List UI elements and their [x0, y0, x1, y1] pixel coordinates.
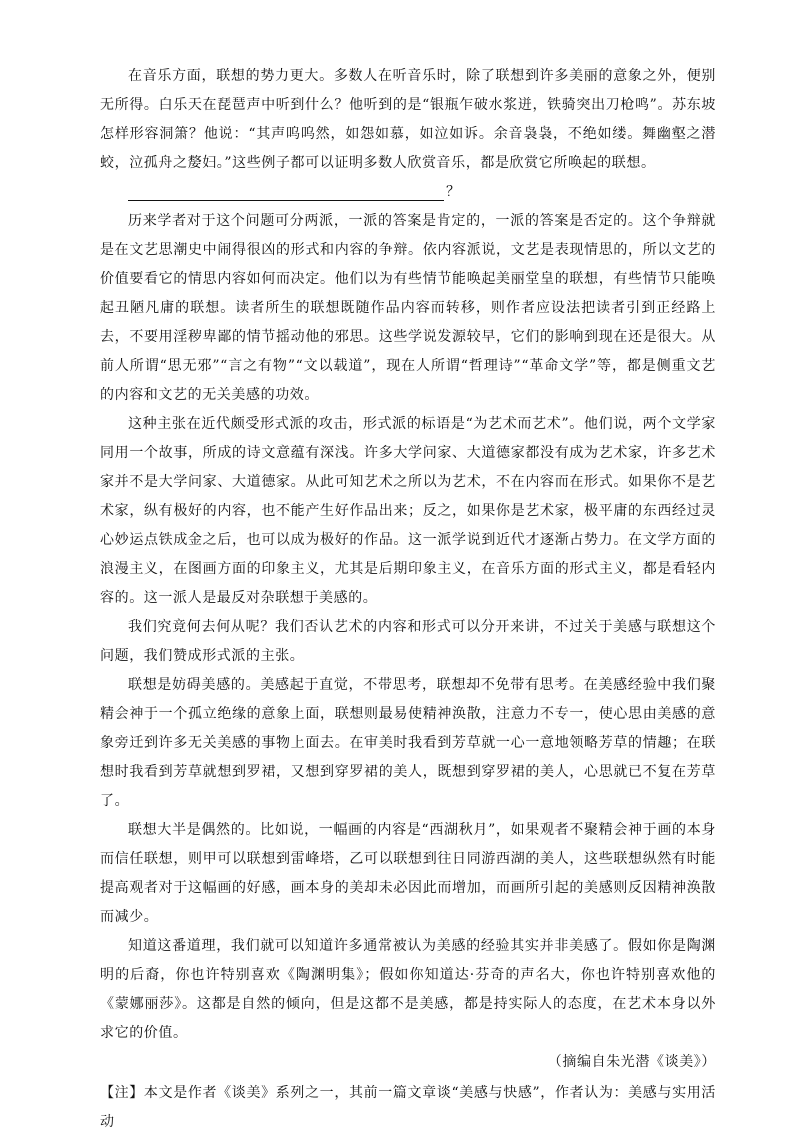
document-page — [100, 62, 716, 1137]
paragraph-our-position: 我们究竟何去何从呢？我们否认艺术的内容和形式可以分开来讲，不过关于美感与联想这个问题，我们赞成形式派的主张。 — [100, 619, 716, 664]
answer-blank-line[interactable] — [128, 180, 444, 201]
paragraph-music-association: 在音乐方面，联想的势力更大。多数人在听音乐时，除了联想到许多美丽的意象之外，便别无所得。白乐天在琵琶声中听到什么？他听到的是“银瓶乍破水浆迸，铁骑突出刀枪鸣”。苏东坡怎样形容洞箫？他说：“其声呜呜然，如怨如慕，如泣如诉。余音袅袅，不绝如缕。舞幽壑之潜蛟，泣孤舟之嫠妇。”这些例子都可以证明多数人欣赏音乐，都是欣赏它所唤起的联想。 — [100, 68, 716, 171]
footnote: 【注】本文是作者《谈美》系列之一，其前一篇文章谈“美感与快感”，作者认为：美感与实用活动 — [100, 1085, 716, 1130]
fill-in-blank-question — [100, 178, 716, 207]
paragraph-conclusion: 知道这番道理，我们就可以知道许多通常被认为美感的经验其实并非美感了。假如你是陶渊明的后裔，你也许特别喜欢《陶渊明集》；假如你知道达·芬奇的声名大，你也许特别喜欢他的《蒙娜丽莎》。这都是自然的倾向，但是这都不是美感，都是持实际人的态度，在艺术本身以外求它的价值。 — [100, 938, 716, 1041]
paragraph-form-school: 这种主张在近代颇受形式派的攻击，形式派的标语是“为艺术而艺术”。他们说，两个文学家同用一个故事，所成的诗文意蕴有深浅。许多大学问家、大道德家都没有成为艺术家，许多艺术家并不是大学问家、大道德家。从此可知艺术之所以为艺术，不在内容而在形式。如果你不是艺术家，纵有极好的内容，也不能产生好作品出来；反之，如果你是艺术家，极平庸的东西经过灵心妙运点铁成金之后，也可以成为极好的作品。这一派学说到近代才逐渐占势力。在文学方面的浪漫主义，在图画方面的印象主义，尤其是后期印象主义，在音乐方面的形式主义，都是看轻内容的。这一派人是最反对杂联想于美感的。 — [100, 416, 716, 606]
paragraph-association-accidental: 联想大半是偶然的。比如说，一幅画的内容是“西湖秋月”，如果观者不聚精会神于画的本身而信任联想，则甲可以联想到雷峰塔，乙可以联想到往日同游西湖的美人，这些联想纵然有时能提高观者对于这幅画的好感，画本身的美却未必因此而增加，而画所引起的美感则反因精神涣散而减少。 — [100, 822, 716, 925]
source-citation: （摘编自朱光潜《谈美》） — [547, 1054, 716, 1070]
question-mark: ？ — [446, 184, 461, 200]
paragraph-association-hinders: 联想是妨碍美感的。美感起于直觉，不带思考，联想却不免带有思考。在美感经验中我们聚精会神于一个孤立绝缘的意象上面，联想则最易使精神涣散，注意力不专一，使心思由美感的意象旁迁到许多无关美感的事物上面去。在审美时我看到芳草就一心一意地领略芳草的情趣；在联想时我看到芳草就想到罗裙，又想到穿罗裙的美人，既想到穿罗裙的美人，心思就已不复在芳草了。 — [100, 677, 716, 809]
paragraph-content-school: 历来学者对于这个问题可分两派，一派的答案是肯定的，一派的答案是否定的。这个争辩就是在文艺思潮史中闹得很凶的形式和内容的争辩。依内容派说，文艺是表现情思的，所以文艺的价值要看它的情思内容如何而决定。他们以为有些情节能唤起美丽堂皇的联想，有些情节只能唤起丑陋凡庸的联想。读者所生的联想既随作品内容而转移，则作者应设法把读者引到正经路上去，不要用淫秽卑鄙的情节摇动他的邪思。这些学说发源较早，它们的影响到现在还是很大。从前人所谓“思无邪”“言之有物”“文以载道”，现在人所谓“哲理诗”“革命文学”等，都是侧重文艺的内容和文艺的无关美感的功效。 — [100, 213, 716, 403]
